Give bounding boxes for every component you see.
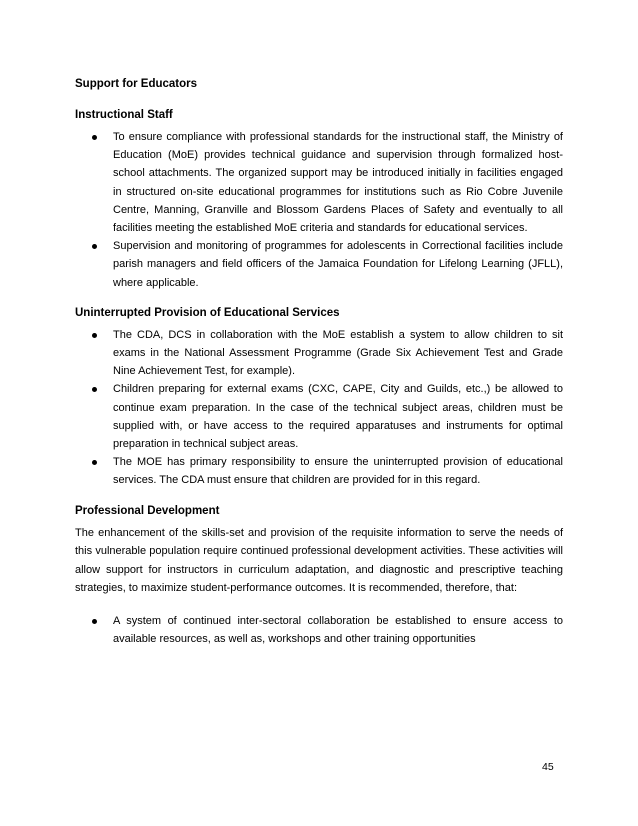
list-item (75, 237, 563, 292)
bullet-icon (92, 135, 97, 140)
list-item-text: A system of continued inter-sectoral collaboration be established to ensure access to available resources, as well as, workshops and other training opportunities (113, 615, 563, 646)
bullet-icon (92, 460, 97, 465)
professional-development-paragraph: The enhancement of the skills-set and provision of the requisite information to serve the needs of this vulnerable population require continued professional development activities. These activities will allow support for instructors in curriculum adaptation, and diagnostic and prescriptive teaching strategies, to maximize student-performance outcomes. It is recommended, therefore, that: (75, 526, 563, 595)
list-item (75, 453, 563, 489)
instructional-staff-heading: Instructional Staff (75, 109, 173, 121)
page-number: 45 (542, 761, 554, 773)
bullet-icon (92, 619, 97, 624)
uninterrupted-provision-heading: Uninterrupted Provision of Educational Services (75, 306, 340, 319)
bullet-icon (92, 244, 97, 249)
professional-development-heading: Professional Development (75, 504, 220, 517)
list-item-text: The CDA, DCS in collaboration with the MoE establish a system to allow children to sit exams in the National Assessment Programme (Grade Six Achievement Test and Grade Nine Achievement Test, for example). (113, 328, 563, 378)
list-item (75, 612, 563, 648)
document-page (75, 76, 563, 648)
professional-development-list (75, 612, 563, 648)
bullet-icon (92, 387, 97, 392)
uninterrupted-provision-list (75, 326, 563, 490)
instructional-staff-list (75, 128, 563, 292)
list-item-text: Supervision and monitoring of programmes for adolescents in Correctional facilities include parish managers and field officers of the Jamaica Foundation for Lifelong Learning (JFLL), where applicable. (113, 240, 563, 289)
list-item-text: The MOE has primary responsibility to ensure the uninterrupted provision of educational services. The CDA must ensure that children are provided for in this regard. (113, 456, 563, 487)
list-item (75, 128, 563, 237)
list-item-text: To ensure compliance with professional standards for the instructional staff, the Ministry of Education (MoE) provides technical guidance and supervision through formalized host-school attachments. The organized support may be introduced initially in facilities engaged in structured on-site educational programmes for institutions such as Rio Cobre Juvenile Centre, Manning, Granville and Blossom Gardens Places of Safety and eventually to all facilities meeting the established MoE criteria and standards for educational services. (113, 131, 563, 235)
list-item-text: Children preparing for external exams (CXC, CAPE, City and Guilds, etc.,) be allowed to continue exam preparation. In the case of the technical subject areas, children must be supplied with, or have access to the required apparatuses and instruments for optimal preparation in technical subject areas. (113, 383, 563, 451)
list-item (75, 326, 563, 381)
bullet-icon (92, 333, 97, 338)
list-item (75, 380, 563, 453)
section-title: Support for Educators (75, 78, 198, 90)
